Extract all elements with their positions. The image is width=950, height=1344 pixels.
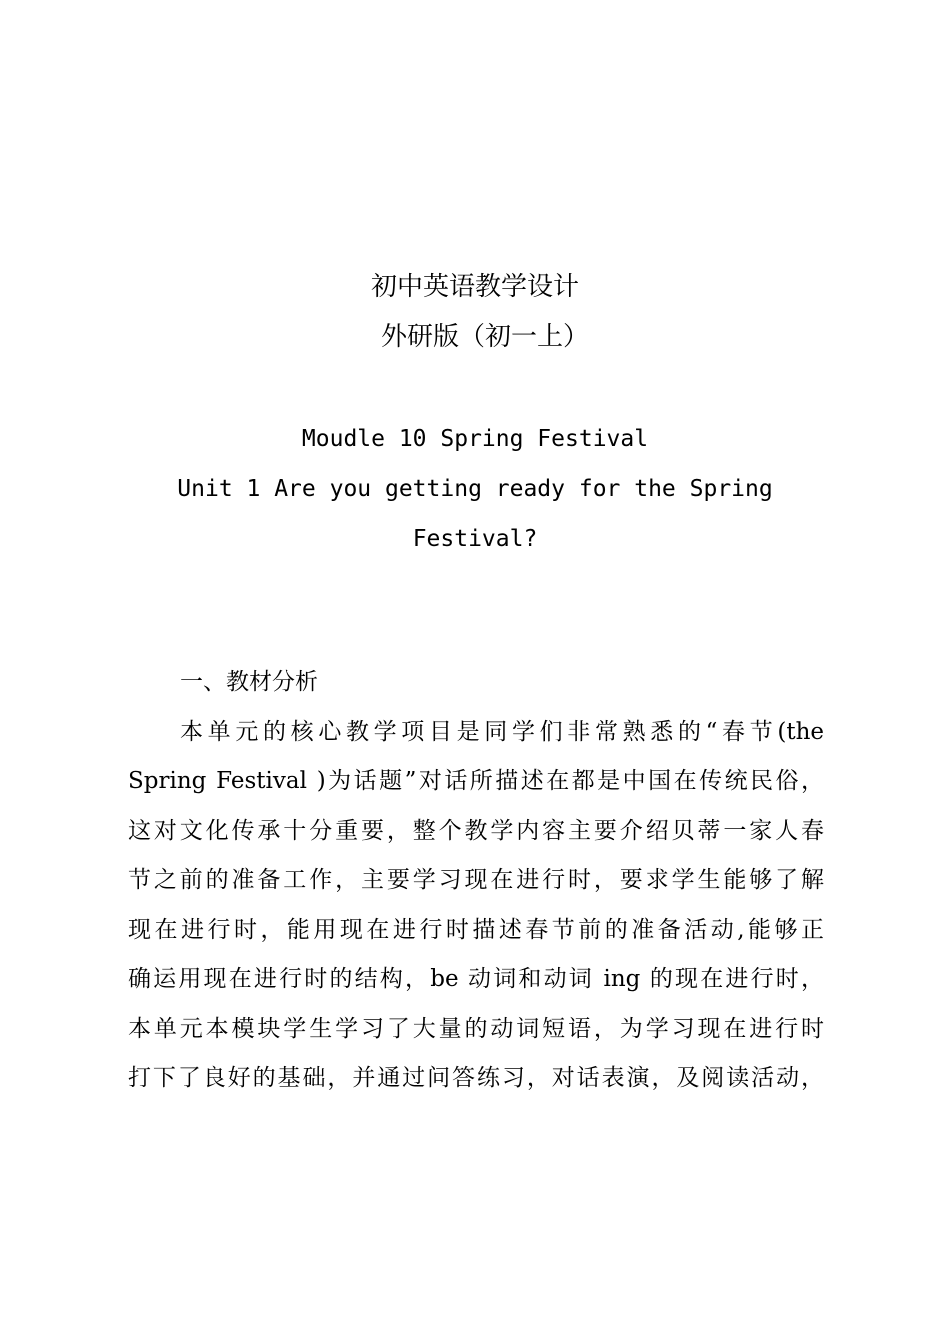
- module-heading-block: [150, 414, 800, 564]
- section-heading: 一、教材分析: [180, 669, 318, 695]
- paragraph-line: 确运用现在进行时的结构，be 动词和动词 ing 的现在进行时，: [128, 966, 824, 992]
- unit-title-line-2: Festival?: [412, 526, 538, 552]
- body-text: [128, 658, 824, 1104]
- document-subtitle: 外研版（初一上）: [380, 322, 589, 352]
- paragraph-line: 本单元的核心教学项目是同学们非常熟悉的“春节(the: [180, 718, 824, 745]
- paragraph-line: 节之前的准备工作，主要学习现在进行时，要求学生能够了解: [128, 867, 824, 893]
- paragraph-line: 现在进行时，能用现在进行时描述春节前的准备活动,能够正: [128, 916, 824, 943]
- unit-title-line-1: Unit 1 Are you getting ready for the Spring: [177, 476, 773, 502]
- paragraph-line: 打下了良好的基础，并通过问答练习，对话表演，及阅读活动，: [128, 1065, 824, 1091]
- paragraph-line: Spring Festival )为话题”对话所描述在都是中国在传统民俗，: [128, 768, 824, 794]
- document-title: 初中英语教学设计: [370, 272, 579, 302]
- paragraph-line: 这对文化传承十分重要，整个教学内容主要介绍贝蒂一家人春: [128, 817, 824, 844]
- module-title: Moudle 10 Spring Festival: [301, 426, 649, 452]
- paragraph-line: 本单元本模块学生学习了大量的动词短语，为学习现在进行时: [128, 1015, 824, 1042]
- title-block: [0, 262, 950, 362]
